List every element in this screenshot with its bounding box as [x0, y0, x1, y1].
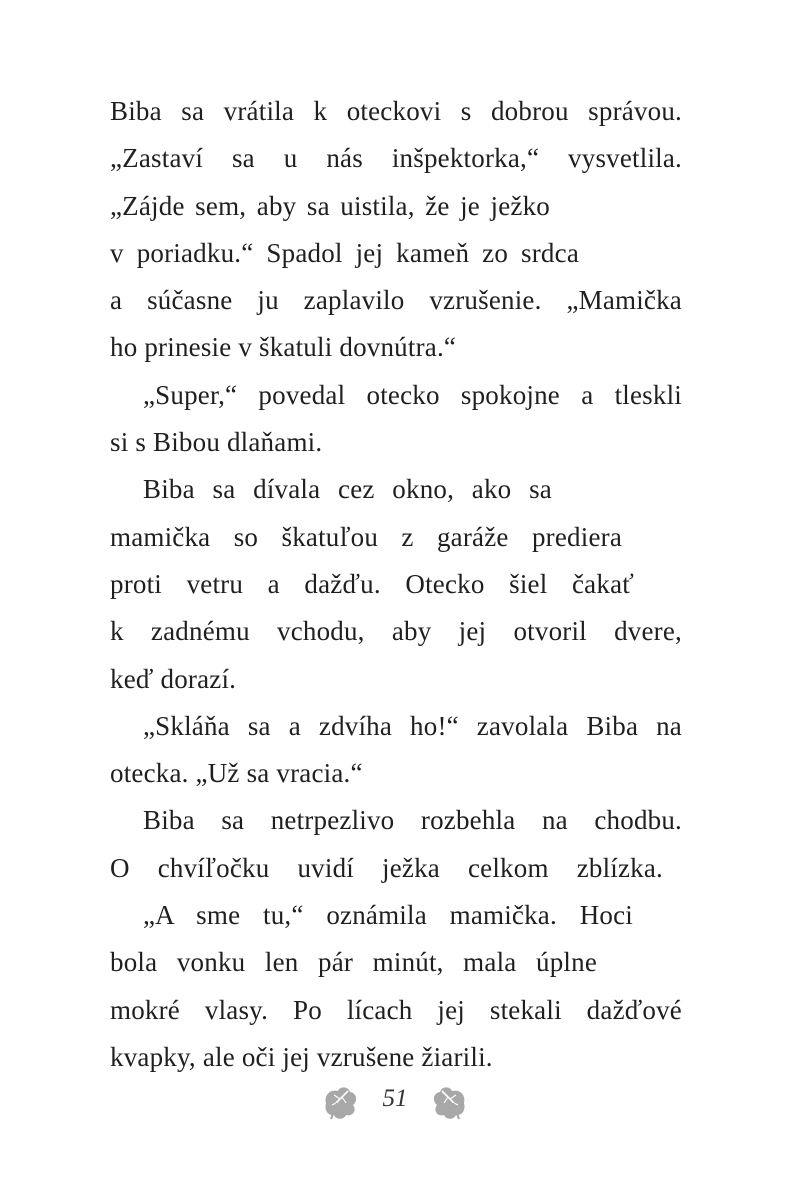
text-line: a súčasne ju zaplavilo vzrušenie. „Mamička: [110, 285, 682, 316]
text-line: „Zastaví sa u nás inšpektorka,“ vysvetlila.: [110, 143, 682, 174]
text-line: Biba sa vrátila k oteckovi s dobrou správou.: [110, 96, 682, 126]
text-line: O chvíľočku uvidí ježka celkom zblízka.: [110, 852, 663, 883]
text-line: keď dorazí.: [110, 663, 237, 694]
text-line: bola vonku len pár minút, mala úplne: [110, 947, 597, 978]
text-line: „Zájde sem, aby sa uistila, že je ježko: [110, 190, 550, 221]
text-line: proti vetru a dažďu. Otecko šiel čakať: [110, 568, 634, 599]
text-line: v poriadku.“ Spadol jej kameň zo srdca: [110, 237, 579, 268]
text-line: ho prinesie v škatuli dovnútra.“: [110, 332, 457, 363]
text-line: si s Bibou dlaňami.: [110, 427, 323, 458]
text-line: otecka. „Už sa vracia.“: [110, 758, 363, 789]
text-line: kvapky, ale oči jej vzrušene žiarili.: [110, 1041, 493, 1072]
leaf-icon: [430, 1083, 470, 1123]
text-line: „Super,“ povedal otecko spokojne a tleskli: [143, 379, 682, 410]
body-text: [110, 88, 682, 1081]
text-line: „A sme tu,“ oznámila mamička. Hoci: [143, 900, 633, 931]
page-number: 51: [382, 1085, 408, 1112]
text-line: k zadnému vchodu, aby jej otvoril dvere,: [110, 616, 682, 647]
text-line: „Skláňa sa a zdvíha ho!“ zavolala Biba na: [143, 710, 682, 741]
text-line: mokré vlasy. Po lícach jej stekali dažďové: [110, 994, 682, 1025]
leaf-icon: [320, 1083, 360, 1123]
text-line: Biba sa netrpezlivo rozbehla na chodbu.: [143, 805, 682, 836]
text-line: Biba sa dívala cez okno, ako sa: [143, 474, 552, 505]
page-footer: [0, 1083, 789, 1123]
text-line: mamička so škatuľou z garáže prediera: [110, 521, 622, 552]
